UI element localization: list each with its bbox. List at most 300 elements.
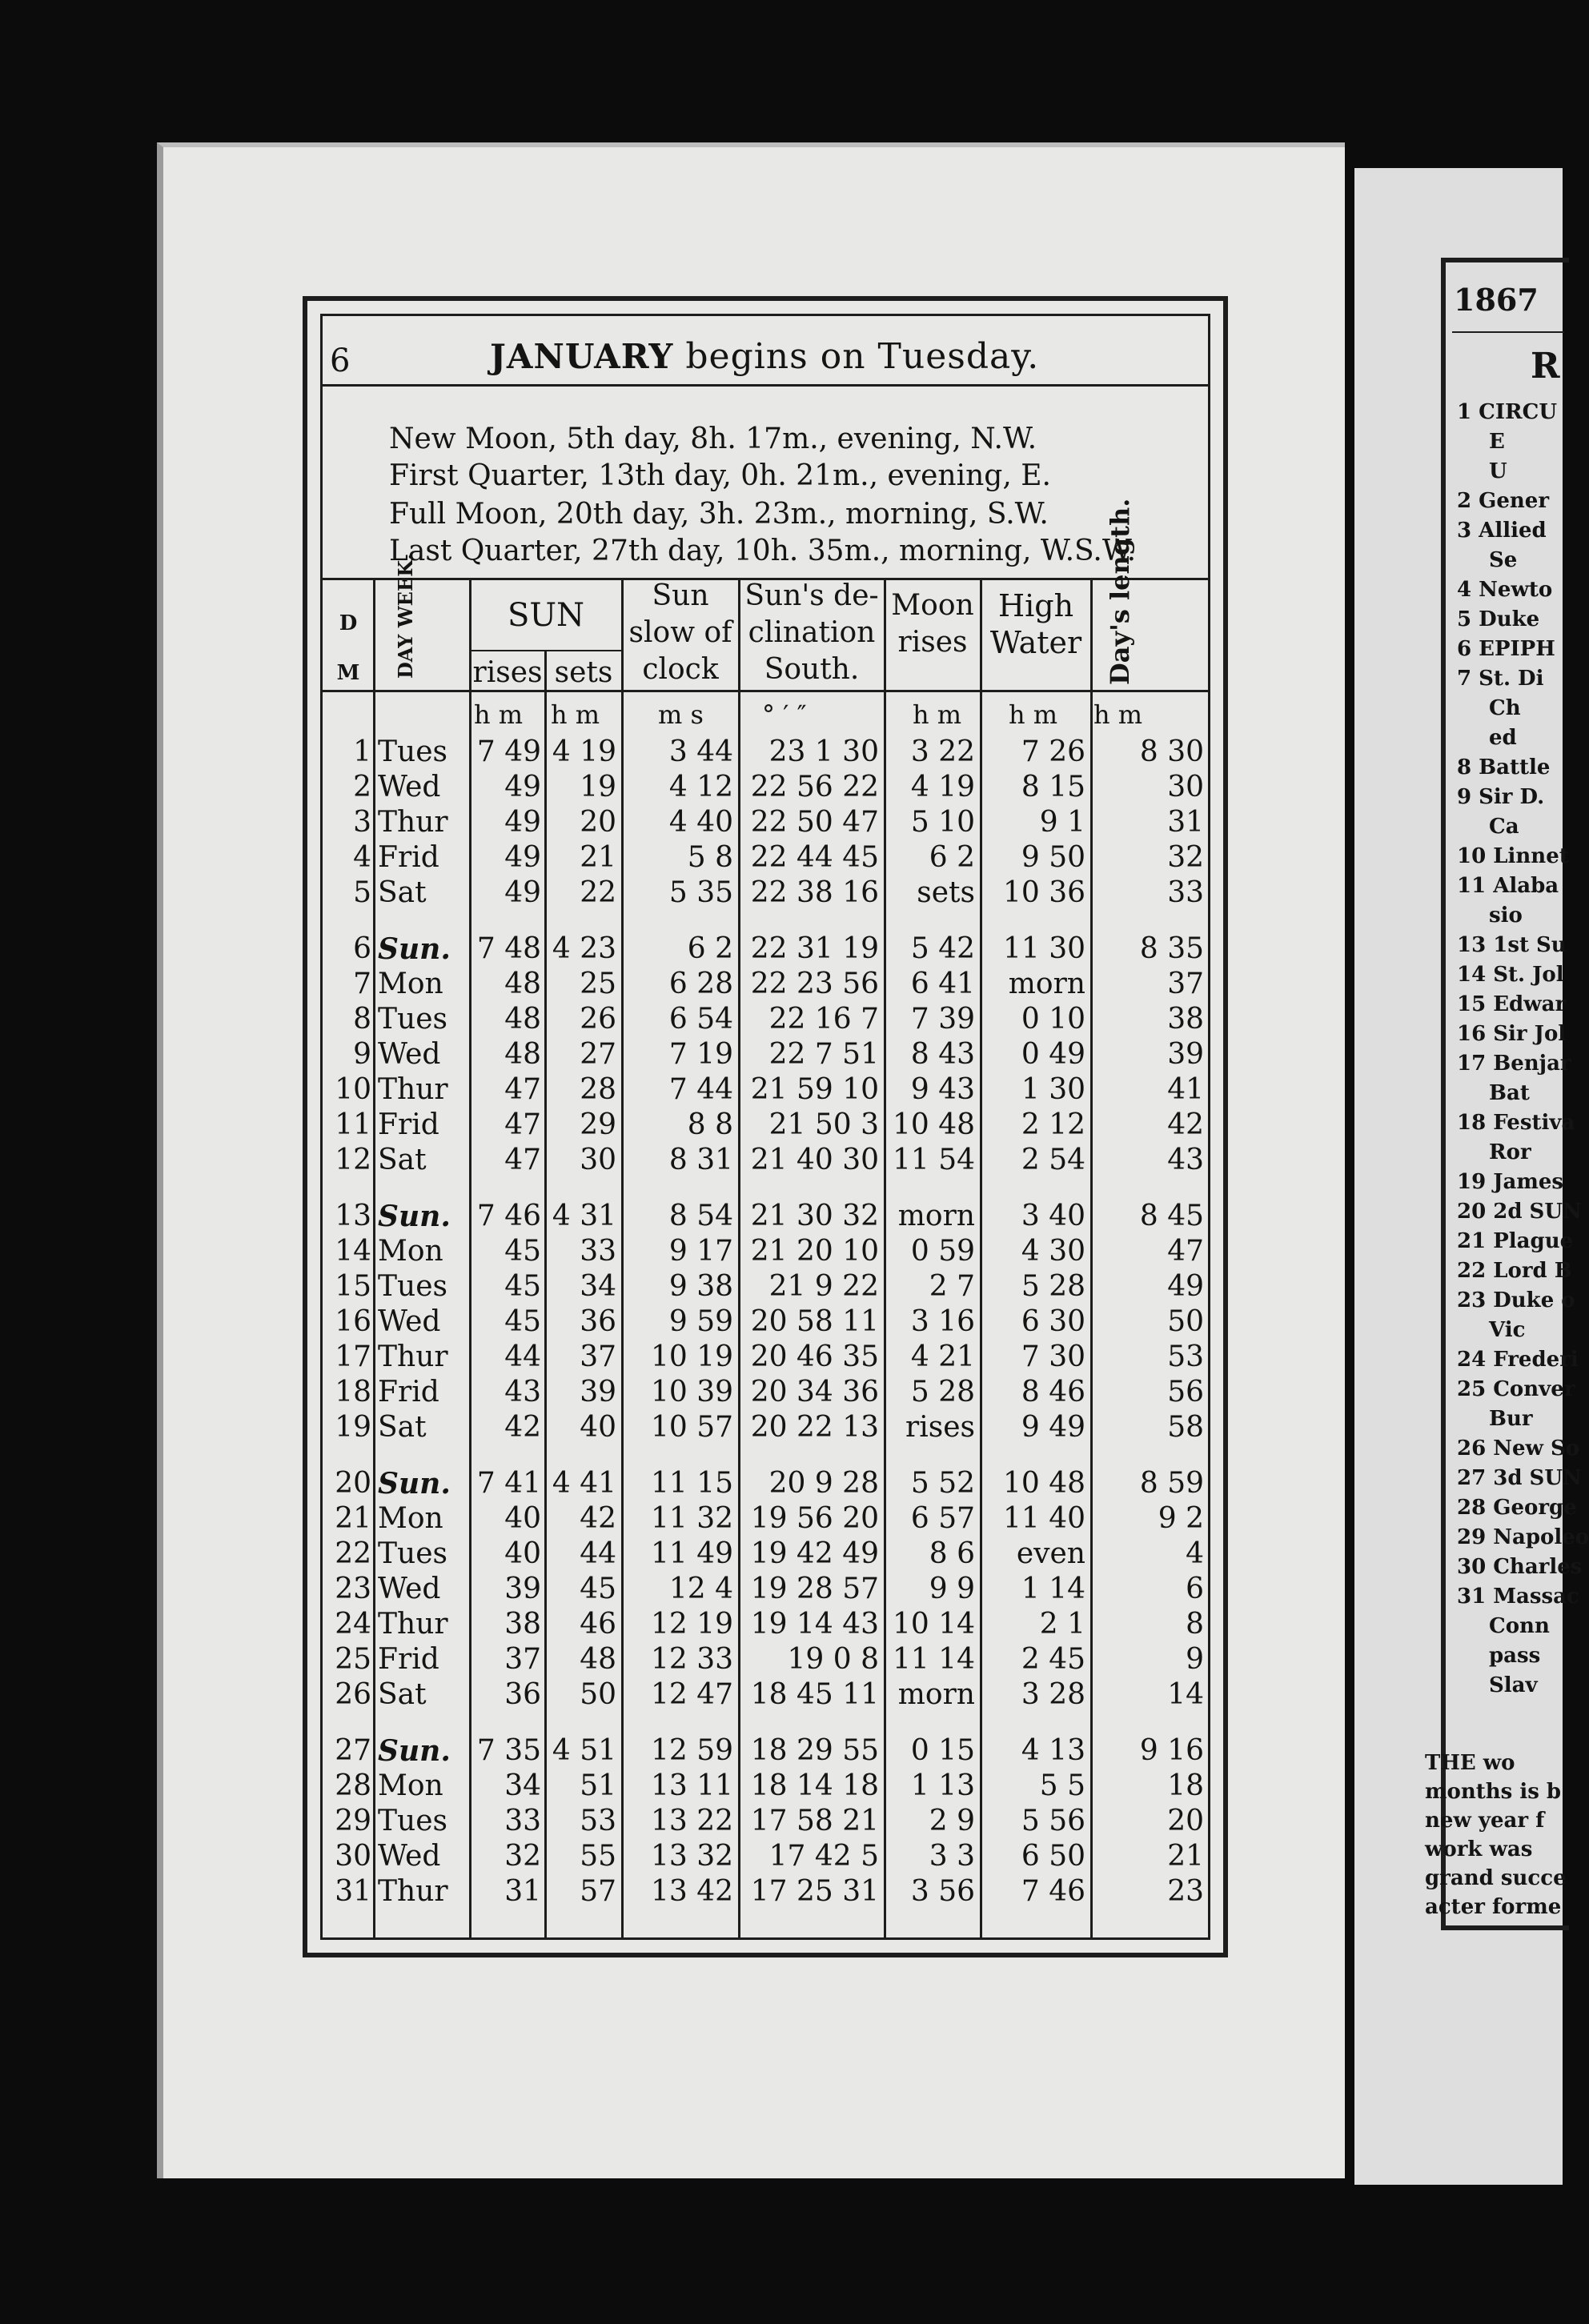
facing-list-day: 16 — [1457, 1022, 1494, 1046]
facing-list-item — [1489, 459, 1507, 483]
facing-page-rule — [1452, 331, 1564, 333]
facing-list-text: sio — [1489, 904, 1523, 928]
cell-weekday: Sun. — [378, 932, 451, 966]
facing-list-text: Se — [1489, 548, 1518, 572]
cell-moon-rises: morn — [897, 1678, 975, 1711]
cell-sun-sets: 51 — [580, 1769, 616, 1802]
cell-declination: 20 46 35 — [750, 1340, 879, 1373]
cell-date: 24 — [335, 1608, 371, 1641]
cell-day-length: 42 — [1167, 1108, 1204, 1141]
title-month: JANUARY — [490, 337, 674, 376]
cell-sun-sets: 4 51 — [552, 1734, 616, 1767]
facing-list-day: 30 — [1457, 1555, 1494, 1579]
cell-sun-rises: 47 — [504, 1073, 541, 1106]
facing-list-day: 17 — [1457, 1052, 1494, 1076]
cell-sun-rises: 37 — [504, 1643, 541, 1676]
cell-sun-slow: 12 47 — [650, 1678, 733, 1711]
cell-date: 30 — [335, 1840, 371, 1873]
cell-sun-sets: 22 — [580, 876, 616, 909]
cell-moon-rises: 4 21 — [910, 1340, 975, 1373]
cell-high-water: 0 49 — [1021, 1038, 1085, 1071]
cell-weekday: Wed — [378, 1840, 441, 1873]
cell-weekday: Mon — [378, 1502, 443, 1535]
facing-list-text: St. Jol — [1493, 963, 1564, 987]
facing-list-item — [1489, 904, 1523, 928]
facing-list-day: 10 — [1457, 844, 1494, 868]
cell-declination: 22 56 22 — [750, 771, 879, 803]
cell-declination: 20 9 28 — [768, 1467, 879, 1500]
facing-list-text: St. Di — [1479, 667, 1544, 691]
title-rest: begins on Tuesday. — [673, 336, 1040, 377]
cell-sun-rises: 47 — [504, 1144, 541, 1176]
facing-footer-line: work was — [1425, 1837, 1533, 1861]
cell-sun-slow: 8 31 — [668, 1144, 733, 1176]
cell-moon-rises: 8 43 — [910, 1038, 975, 1071]
units-declination: ° ′ ″ — [762, 699, 807, 730]
cell-sun-slow: 12 59 — [650, 1734, 733, 1767]
facing-list-item — [1489, 1140, 1531, 1164]
cell-sun-sets: 30 — [580, 1144, 616, 1176]
cell-date: 25 — [335, 1643, 371, 1676]
facing-list-text: Duke o — [1493, 1288, 1575, 1312]
cell-day-length: 39 — [1167, 1038, 1204, 1071]
cell-date: 16 — [335, 1305, 371, 1338]
cell-sun-slow: 5 8 — [687, 841, 733, 874]
cell-declination: 21 40 30 — [750, 1144, 879, 1176]
facing-list-item — [1457, 1288, 1575, 1312]
cell-high-water: 3 40 — [1021, 1200, 1085, 1232]
cell-sun-slow: 12 33 — [650, 1643, 733, 1676]
cell-moon-rises: 5 52 — [910, 1467, 975, 1500]
cell-moon-rises: 3 16 — [910, 1305, 975, 1338]
cell-sun-slow: 6 54 — [668, 1003, 733, 1036]
facing-list-text: Alaba — [1493, 874, 1559, 898]
facing-list-day: 28 — [1457, 1496, 1494, 1520]
facing-list-item — [1457, 519, 1547, 543]
cell-moon-rises: 3 56 — [910, 1875, 975, 1908]
cell-declination: 22 23 56 — [750, 968, 879, 1000]
cell-date: 17 — [335, 1340, 371, 1373]
cell-sun-rises: 49 — [504, 771, 541, 803]
cell-declination: 22 16 7 — [768, 1003, 879, 1036]
cell-moon-rises: 6 57 — [910, 1502, 975, 1535]
cell-sun-sets: 28 — [580, 1073, 616, 1106]
col-divider — [544, 650, 547, 1938]
facing-list-item — [1489, 1644, 1540, 1668]
page-number: 6 — [330, 343, 351, 379]
cell-sun-rises: 36 — [504, 1678, 541, 1711]
cell-sun-rises: 7 49 — [476, 735, 541, 768]
cell-moon-rises: 0 59 — [910, 1235, 975, 1268]
cell-sun-sets: 44 — [580, 1537, 616, 1570]
facing-list-text: Bat — [1489, 1081, 1530, 1105]
units-moon: h m — [913, 699, 962, 730]
cell-sun-rises: 7 46 — [476, 1200, 541, 1232]
facing-list-item — [1457, 874, 1559, 898]
cell-weekday: Frid — [378, 1643, 439, 1676]
cell-sun-rises: 32 — [504, 1840, 541, 1873]
cell-high-water: 11 40 — [1002, 1502, 1085, 1535]
cell-sun-slow: 4 40 — [668, 806, 733, 839]
cell-sun-sets: 4 41 — [552, 1467, 616, 1500]
cell-day-length: 37 — [1167, 968, 1204, 1000]
cell-sun-slow: 11 49 — [650, 1537, 733, 1570]
cell-weekday: Sat — [378, 1678, 427, 1711]
facing-list-day: 2 — [1457, 489, 1479, 513]
cell-date: 26 — [335, 1678, 371, 1711]
cell-sun-slow: 13 22 — [650, 1805, 733, 1837]
cell-date: 7 — [353, 968, 371, 1000]
cell-date: 10 — [335, 1073, 371, 1106]
moon-phase-full: Full Moon, 20th day, 3h. 23m., morning, S.W. — [389, 498, 1049, 531]
cell-day-length: 50 — [1167, 1305, 1204, 1338]
cell-date: 18 — [335, 1376, 371, 1408]
facing-list-text: CIRCU — [1479, 400, 1557, 424]
cell-day-length: 56 — [1167, 1376, 1204, 1408]
header-rule-bottom — [322, 690, 1209, 692]
cell-declination: 21 9 22 — [768, 1270, 879, 1303]
cell-sun-sets: 20 — [580, 806, 616, 839]
cell-sun-slow: 10 39 — [650, 1376, 733, 1408]
moon-phase-first-quarter: First Quarter, 13th day, 0h. 21m., evening, E. — [389, 459, 1051, 492]
cell-high-water: even — [1016, 1537, 1085, 1570]
cell-high-water: morn — [1008, 968, 1085, 1000]
cell-sun-rises: 45 — [504, 1270, 541, 1303]
cell-sun-rises: 43 — [504, 1376, 541, 1408]
cell-weekday: Wed — [378, 771, 441, 803]
cell-day-length: 20 — [1167, 1805, 1204, 1837]
cell-sun-sets: 25 — [580, 968, 616, 1000]
cell-day-length: 53 — [1167, 1340, 1204, 1373]
cell-sun-rises: 48 — [504, 1003, 541, 1036]
cell-weekday: Sat — [378, 876, 427, 909]
units-sets: h m — [551, 699, 600, 730]
facing-list-text: pass — [1489, 1644, 1541, 1668]
facing-list-item — [1457, 1377, 1575, 1401]
facing-list-text: Ch — [1489, 696, 1521, 720]
cell-sun-rises: 38 — [504, 1608, 541, 1641]
cell-weekday: Frid — [378, 1376, 439, 1408]
cell-high-water: 4 30 — [1021, 1235, 1085, 1268]
cell-date: 27 — [335, 1734, 371, 1767]
cell-moon-rises: 5 10 — [910, 806, 975, 839]
cell-sun-sets: 45 — [580, 1573, 616, 1605]
cell-day-length: 8 30 — [1139, 735, 1204, 768]
facing-list-text: EPIPH — [1479, 637, 1555, 661]
cell-day-length: 38 — [1167, 1003, 1204, 1036]
header-moon-1: Moon — [891, 589, 974, 622]
facing-list-item — [1457, 1111, 1575, 1135]
facing-list-day: 21 — [1457, 1229, 1494, 1253]
facing-list-item — [1457, 1022, 1566, 1046]
cell-moon-rises: 2 9 — [929, 1805, 975, 1837]
facing-list-day: 31 — [1457, 1585, 1494, 1609]
cell-day-length: 8 — [1186, 1608, 1204, 1641]
facing-list-text: Bur — [1489, 1407, 1533, 1431]
facing-list-item — [1489, 726, 1517, 750]
facing-list-item — [1489, 815, 1519, 839]
header-sets: sets — [554, 656, 613, 689]
facing-list-day: 15 — [1457, 992, 1494, 1016]
cell-day-length: 18 — [1167, 1769, 1204, 1802]
cell-weekday: Wed — [378, 1573, 441, 1605]
cell-weekday: Sun. — [378, 1467, 451, 1501]
facing-list-text: George — [1493, 1496, 1577, 1520]
facing-list-text: Vic — [1489, 1318, 1526, 1342]
cell-sun-rises: 45 — [504, 1235, 541, 1268]
cell-high-water: 1 30 — [1021, 1073, 1085, 1106]
facing-list-item — [1457, 1496, 1577, 1520]
header-dm-top: D — [339, 611, 358, 635]
cell-high-water: 7 26 — [1021, 735, 1085, 768]
cell-sun-rises: 39 — [504, 1573, 541, 1605]
cell-date: 13 — [335, 1200, 371, 1232]
cell-high-water: 6 50 — [1021, 1840, 1085, 1873]
cell-high-water: 0 10 — [1021, 1003, 1085, 1036]
facing-list-text: Lord B — [1493, 1259, 1572, 1283]
facing-list-item — [1457, 578, 1552, 602]
cell-moon-rises: 6 41 — [910, 968, 975, 1000]
cell-high-water: 9 49 — [1021, 1411, 1085, 1444]
header-moon-2: rises — [897, 626, 968, 659]
cell-sun-sets: 37 — [580, 1340, 616, 1373]
facing-list-text: ed — [1489, 726, 1517, 750]
cell-sun-sets: 39 — [580, 1376, 616, 1408]
facing-list-item — [1457, 963, 1564, 987]
facing-list-item — [1457, 755, 1550, 779]
cell-moon-rises: 5 42 — [910, 932, 975, 965]
facing-list-item — [1457, 844, 1569, 868]
cell-sun-rises: 47 — [504, 1108, 541, 1141]
facing-list-text: Sir D. — [1479, 785, 1545, 809]
cell-sun-rises: 45 — [504, 1305, 541, 1338]
cell-weekday: Thur — [378, 1340, 448, 1373]
header-decl-2: clination — [748, 616, 876, 649]
facing-list-item — [1457, 785, 1544, 809]
cell-sun-slow: 11 15 — [650, 1467, 733, 1500]
cell-day-length: 47 — [1167, 1235, 1204, 1268]
units-day-length: h m — [1093, 699, 1143, 730]
cell-sun-slow: 4 12 — [668, 771, 733, 803]
cell-sun-sets: 19 — [580, 771, 616, 803]
cell-weekday: Wed — [378, 1305, 441, 1338]
cell-high-water: 2 45 — [1021, 1643, 1085, 1676]
facing-list-day: 8 — [1457, 755, 1479, 779]
col-divider — [1090, 578, 1093, 1938]
facing-list-text: Benjar — [1493, 1052, 1571, 1076]
cell-sun-rises: 34 — [504, 1769, 541, 1802]
cell-moon-rises: 1 13 — [910, 1769, 975, 1802]
cell-sun-slow: 8 54 — [668, 1200, 733, 1232]
cell-sun-sets: 4 23 — [552, 932, 616, 965]
cell-day-length: 9 — [1186, 1643, 1204, 1676]
cell-sun-sets: 55 — [580, 1840, 616, 1873]
cell-moon-rises: rises — [905, 1411, 975, 1444]
facing-list-day: 6 — [1457, 637, 1479, 661]
facing-list-day: 14 — [1457, 963, 1494, 987]
cell-high-water: 2 12 — [1021, 1108, 1085, 1141]
cell-date: 2 — [353, 771, 371, 803]
cell-high-water: 5 56 — [1021, 1805, 1085, 1837]
cell-weekday: Tues — [378, 735, 447, 768]
cell-declination: 18 14 18 — [750, 1769, 879, 1802]
cell-declination: 17 25 31 — [750, 1875, 879, 1908]
facing-list-day: 18 — [1457, 1111, 1494, 1135]
cell-high-water: 5 5 — [1039, 1769, 1085, 1802]
cell-declination: 20 34 36 — [750, 1376, 879, 1408]
header-day-week: DAY WEEK. — [394, 553, 417, 679]
cell-sun-sets: 57 — [580, 1875, 616, 1908]
col-divider — [980, 578, 982, 1938]
cell-declination: 18 45 11 — [750, 1678, 879, 1711]
cell-weekday: Tues — [378, 1537, 447, 1570]
cell-declination: 23 1 30 — [768, 735, 879, 768]
cell-declination: 22 31 19 — [750, 932, 879, 965]
facing-list-day: 4 — [1457, 578, 1479, 602]
cell-sun-sets: 27 — [580, 1038, 616, 1071]
facing-list-item — [1489, 1318, 1525, 1342]
col-divider — [373, 578, 375, 1938]
cell-declination: 21 20 10 — [750, 1235, 879, 1268]
cell-day-length: 49 — [1167, 1270, 1204, 1303]
facing-list-text: Plague — [1493, 1229, 1574, 1253]
cell-sun-rises: 31 — [504, 1875, 541, 1908]
facing-list-day: 26 — [1457, 1436, 1494, 1461]
cell-date: 23 — [335, 1573, 371, 1605]
cell-moon-rises: 4 19 — [910, 771, 975, 803]
cell-declination: 20 22 13 — [750, 1411, 879, 1444]
cell-sun-sets: 36 — [580, 1305, 616, 1338]
cell-sun-slow: 9 59 — [668, 1305, 733, 1338]
units-rises: h m — [474, 699, 524, 730]
facing-list-text: Massac — [1493, 1585, 1579, 1609]
cell-weekday: Sat — [378, 1411, 427, 1444]
cell-date: 14 — [335, 1235, 371, 1268]
facing-list-day: 11 — [1457, 874, 1494, 898]
cell-date: 15 — [335, 1270, 371, 1303]
cell-sun-slow: 9 38 — [668, 1270, 733, 1303]
cell-date: 4 — [353, 841, 371, 874]
cell-day-length: 21 — [1167, 1840, 1204, 1873]
cell-moon-rises: 3 22 — [910, 735, 975, 768]
cell-weekday: Sat — [378, 1144, 427, 1176]
cell-weekday: Thur — [378, 1073, 448, 1106]
cell-moon-rises: 0 15 — [910, 1734, 975, 1767]
cell-declination: 22 38 16 — [750, 876, 879, 909]
cell-declination: 20 58 11 — [750, 1305, 879, 1338]
cell-sun-rises: 40 — [504, 1502, 541, 1535]
cell-sun-rises: 49 — [504, 806, 541, 839]
cell-high-water: 2 54 — [1021, 1144, 1085, 1176]
cell-sun-rises: 40 — [504, 1537, 541, 1570]
cell-moon-rises: 11 54 — [892, 1144, 975, 1176]
facing-list-text: Festiva — [1493, 1111, 1575, 1135]
cell-weekday: Tues — [378, 1805, 447, 1837]
facing-footer-line: acter forme — [1425, 1895, 1562, 1919]
cell-sun-slow: 10 19 — [650, 1340, 733, 1373]
cell-sun-rises: 48 — [504, 968, 541, 1000]
facing-list-day: 24 — [1457, 1348, 1494, 1372]
facing-list-day: 9 — [1457, 785, 1479, 809]
cell-declination: 21 30 32 — [750, 1200, 879, 1232]
header-sun: SUN — [507, 597, 585, 634]
cell-sun-sets: 21 — [580, 841, 616, 874]
facing-list-text: Slav — [1489, 1673, 1538, 1697]
header-rises: rises — [472, 656, 543, 689]
cell-sun-sets: 48 — [580, 1643, 616, 1676]
facing-list-item — [1489, 430, 1505, 454]
cell-moon-rises: sets — [917, 876, 975, 909]
cell-moon-rises: 5 28 — [910, 1376, 975, 1408]
cell-weekday: Thur — [378, 1608, 448, 1641]
cell-moon-rises: 11 14 — [892, 1643, 975, 1676]
cell-high-water: 7 30 — [1021, 1340, 1085, 1373]
cell-sun-sets: 53 — [580, 1805, 616, 1837]
cell-high-water: 7 46 — [1021, 1875, 1085, 1908]
cell-moon-rises: morn — [897, 1200, 975, 1232]
facing-list-text: New So — [1493, 1436, 1580, 1461]
cell-moon-rises: 9 9 — [929, 1573, 975, 1605]
cell-weekday: Thur — [378, 806, 448, 839]
cell-declination: 19 14 43 — [750, 1608, 879, 1641]
cell-date: 21 — [335, 1502, 371, 1535]
header-dm-bottom: M — [336, 661, 360, 685]
cell-moon-rises: 8 6 — [929, 1537, 975, 1570]
header-slow-3: clock — [642, 653, 719, 686]
cell-day-length: 14 — [1167, 1678, 1204, 1711]
facing-list-item — [1457, 667, 1543, 691]
cell-date: 9 — [353, 1038, 371, 1071]
cell-date: 3 — [353, 806, 371, 839]
cell-weekday: Thur — [378, 1875, 448, 1908]
cell-sun-rises: 7 41 — [476, 1467, 541, 1500]
cell-day-length: 41 — [1167, 1073, 1204, 1106]
cell-declination: 22 44 45 — [750, 841, 879, 874]
cell-date: 19 — [335, 1411, 371, 1444]
page-title — [490, 336, 1039, 377]
facing-list-text: Linnet — [1493, 844, 1569, 868]
facing-page-heading: R — [1531, 346, 1560, 387]
cell-weekday: Mon — [378, 968, 443, 1000]
cell-moon-rises: 9 43 — [910, 1073, 975, 1106]
cell-sun-slow: 13 42 — [650, 1875, 733, 1908]
facing-list-day: 13 — [1457, 933, 1494, 957]
cell-weekday: Wed — [378, 1038, 441, 1071]
cell-high-water: 1 14 — [1021, 1573, 1085, 1605]
cell-day-length: 32 — [1167, 841, 1204, 874]
title-rule — [322, 384, 1209, 387]
facing-list-item — [1457, 1585, 1579, 1609]
moon-phase-new: New Moon, 5th day, 8h. 17m., evening, N.W. — [389, 423, 1037, 455]
cell-sun-sets: 4 19 — [552, 735, 616, 768]
cell-sun-slow: 13 11 — [650, 1769, 733, 1802]
facing-list-item — [1489, 548, 1517, 572]
cell-high-water: 10 36 — [1002, 876, 1085, 909]
facing-list-text: Sir Jol — [1493, 1022, 1567, 1046]
cell-sun-slow: 6 2 — [687, 932, 733, 965]
facing-list-text: Charles — [1493, 1555, 1583, 1579]
cell-declination: 19 0 8 — [787, 1643, 879, 1676]
col-divider — [621, 578, 624, 1938]
cell-sun-rises: 48 — [504, 1038, 541, 1071]
cell-declination: 19 28 57 — [750, 1573, 879, 1605]
cell-weekday: Tues — [378, 1270, 447, 1303]
facing-list-item — [1489, 1407, 1533, 1431]
cell-sun-sets: 33 — [580, 1235, 616, 1268]
cell-day-length: 4 — [1186, 1537, 1204, 1570]
cell-high-water: 8 15 — [1021, 771, 1085, 803]
facing-list-day: 25 — [1457, 1377, 1494, 1401]
